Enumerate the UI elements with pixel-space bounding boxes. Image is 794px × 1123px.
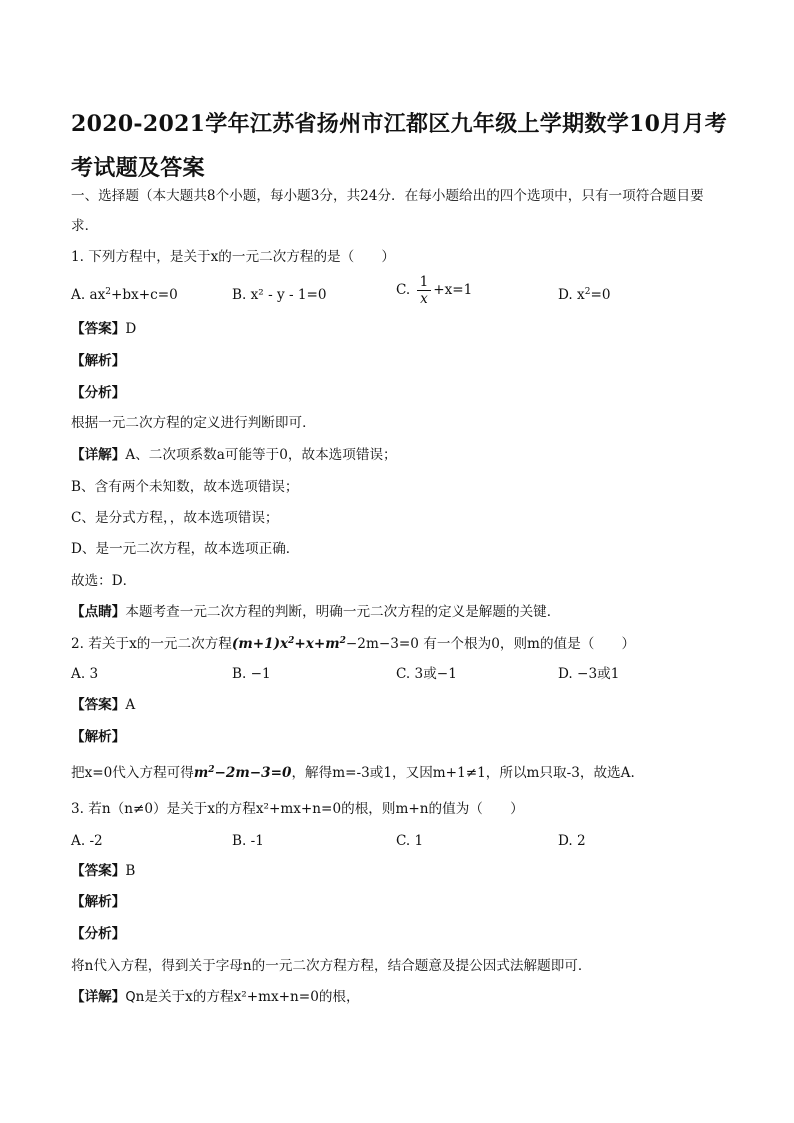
q1-fenxi-text: 根据一元二次方程的定义进行判断即可． bbox=[71, 415, 316, 431]
q3-option-d: D. 2 bbox=[558, 833, 586, 849]
question-1-stem: 1. 下列方程中，是关于x的一元二次方程的是（ ） bbox=[71, 249, 396, 265]
q1-option-b: B. x² - y - 1=0 bbox=[232, 287, 327, 303]
q3-analysis-label: 【解析】 bbox=[71, 894, 126, 910]
q2-answer: 【答案】A bbox=[71, 697, 136, 713]
q1-comment: 【点睛】本题考查一元二次方程的判断，明确一元二次方程的定义是解题的关键． bbox=[71, 604, 561, 620]
q1-option-a: A. $ax^2+bx+c=0$ bbox=[71, 287, 178, 303]
q2-analysis-label: 【解析】 bbox=[71, 729, 126, 745]
section-heading: 一、选择题（本大题共8个小题，每小题3分，共24分．在每小题给出的四个选项中，只有一项符合题目要求． bbox=[71, 188, 704, 234]
q2-option-c: C. 3或−1 bbox=[396, 666, 457, 682]
q3-fenxi-label: 【分析】 bbox=[71, 926, 126, 942]
fraction-one-over-x: $\frac{1}{x}$ bbox=[417, 274, 432, 307]
q1-detail-3: C、是分式方程，，故本选项错误； bbox=[71, 510, 279, 526]
q3-option-c: C. 1 bbox=[396, 833, 424, 849]
q2-option-b: B. −1 bbox=[232, 666, 271, 682]
q1-detail-4: D、是一元二次方程，故本选项正确． bbox=[71, 541, 300, 557]
q1-option-c: C. $\frac{1}{x}$ +x=1 bbox=[396, 274, 473, 307]
question-2-stem: 2. 若关于x的一元二次方程$(m+1)x^2+x+m^2-2m-3=0$ 有一个根为0，则m的值是（ ） bbox=[71, 636, 636, 652]
q1-fenxi-label: 【分析】 bbox=[71, 385, 126, 401]
question-3-stem: 3. 若n（n≠0）是关于x的方程x²+mx+n=0的根，则m+n的值为（ ） bbox=[71, 801, 524, 817]
q2-option-a: A. 3 bbox=[71, 666, 99, 682]
therefore-glyph: Q bbox=[125, 990, 136, 1005]
q1-detail-2: B、含有两个未知数，故本选项错误； bbox=[71, 479, 299, 495]
q2-option-d: D. −3或1 bbox=[558, 666, 620, 682]
q3-option-b: B. -1 bbox=[232, 833, 264, 849]
q1-option-d: D. $x^2=0$ bbox=[558, 287, 611, 303]
q3-answer: 【答案】B bbox=[71, 863, 136, 879]
q1-analysis-label: 【解析】 bbox=[71, 353, 126, 369]
q2-solution: 把x=0代入方程可得$m^2-2m-3=0$，解得m=-3或1，又因m+1≠1，所以m只取-3，故选A. bbox=[71, 765, 635, 781]
q1-choice: 故选：D． bbox=[71, 573, 137, 589]
q3-option-a: A. -2 bbox=[71, 833, 103, 849]
q1-detail-1: 【详解】A、二次项系数a可能等于0，故本选项错误； bbox=[71, 447, 397, 463]
q3-fenxi-text: 将n代入方程，得到关于字母n的一元二次方程方程，结合题意及提公因式法解题即可． bbox=[71, 958, 592, 974]
document-title: 2020-2021学年江苏省扬州市江都区九年级上学期数学10月月考考试题及答案 bbox=[71, 111, 728, 181]
q3-detail: 【详解】Qn是关于x的方程x²+mx+n=0的根， bbox=[71, 989, 360, 1005]
q1-answer: 【答案】D bbox=[71, 321, 137, 337]
